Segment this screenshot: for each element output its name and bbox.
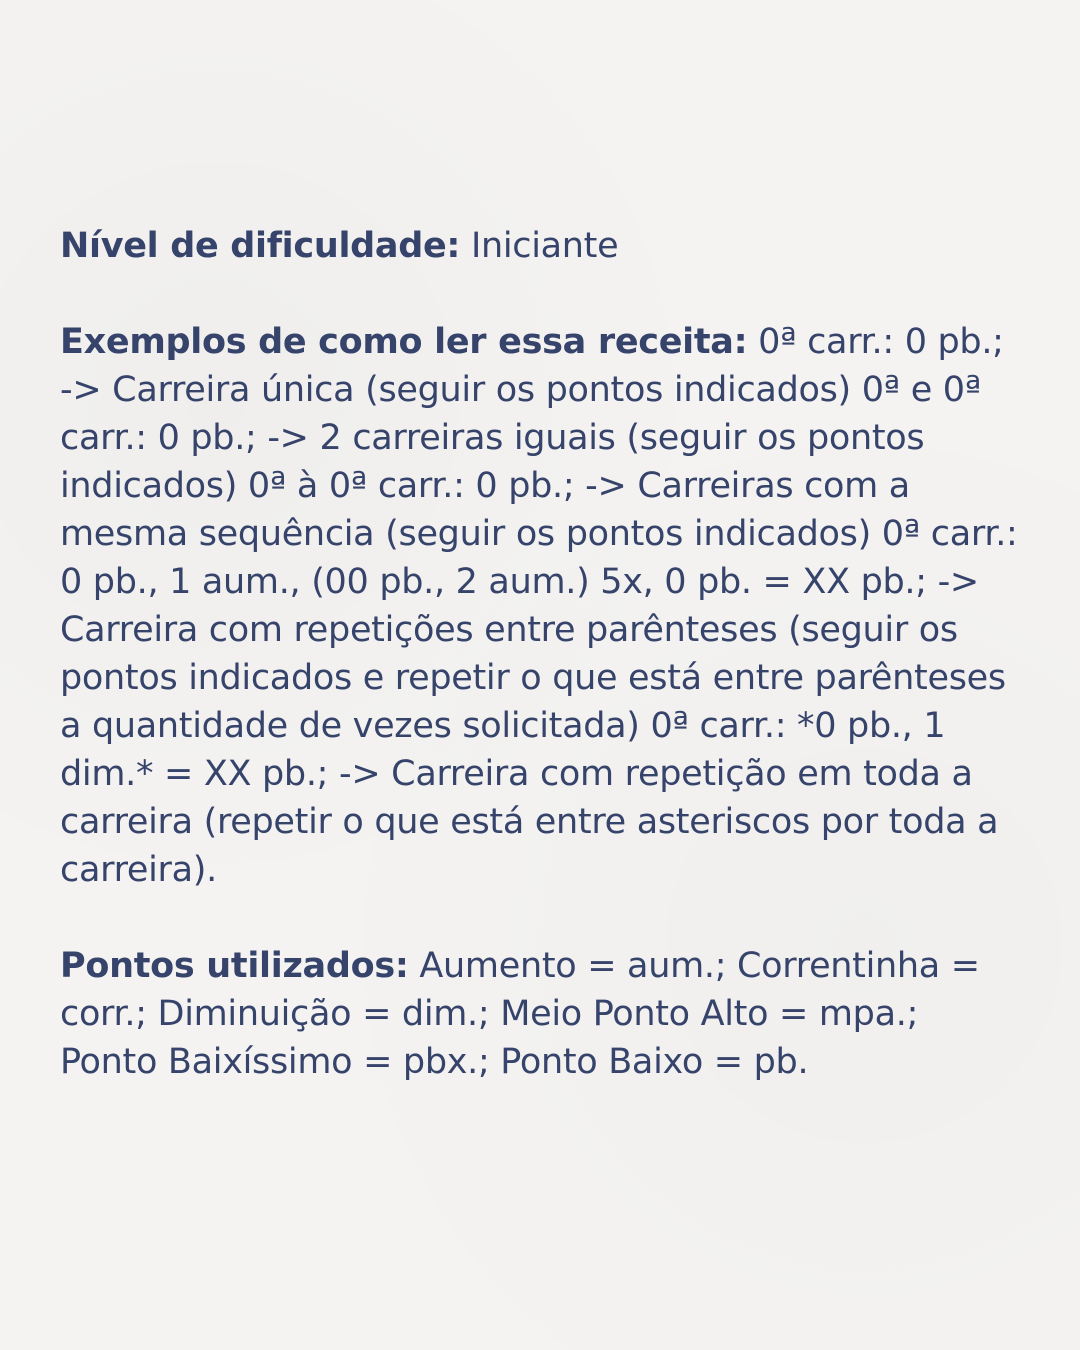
- examples-text: 0ª carr.: 0 pb.; -> Carreira única (seguir os pontos indicados) 0ª e 0ª carr.: 0 pb.; -> 2 carreiras iguais (seguir os pontos indicados) 0ª à 0ª carr.: 0 pb.; -> Carreiras com a mesma sequência (seguir os pontos indicados) 0ª carr.: 0 pb., 1 aum., (00 pb., 2 aum.) 5x, 0 pb. = XX pb.; -> Carreira com repetições entre parênteses (seguir os pontos indicados e repetir o que está entre parênteses a quantidade de vezes solicitada) 0ª carr.: *0 pb., 1 dim.* = XX pb.; -> Carreira com repetição em toda a carreira (repetir o que está entre asteriscos por toda a carreira).: [60, 322, 1018, 890]
- stitches-label: Pontos utilizados:: [60, 946, 409, 986]
- difficulty-value: Iniciante: [470, 226, 619, 266]
- difficulty-paragraph: [60, 222, 1020, 270]
- difficulty-label: Nível de dificuldade:: [60, 226, 461, 266]
- examples-label: Exemplos de como ler essa receita:: [60, 322, 748, 362]
- stitches-paragraph: [60, 942, 1020, 1086]
- examples-paragraph: [60, 318, 1020, 894]
- stitches-text: Aumento = aum.; Correntinha = corr.; Diminuição = dim.; Meio Ponto Alto = mpa.; Ponto Baixíssimo = pbx.; Ponto Baixo = pb.: [60, 946, 980, 1082]
- recipe-info: [60, 222, 1020, 1086]
